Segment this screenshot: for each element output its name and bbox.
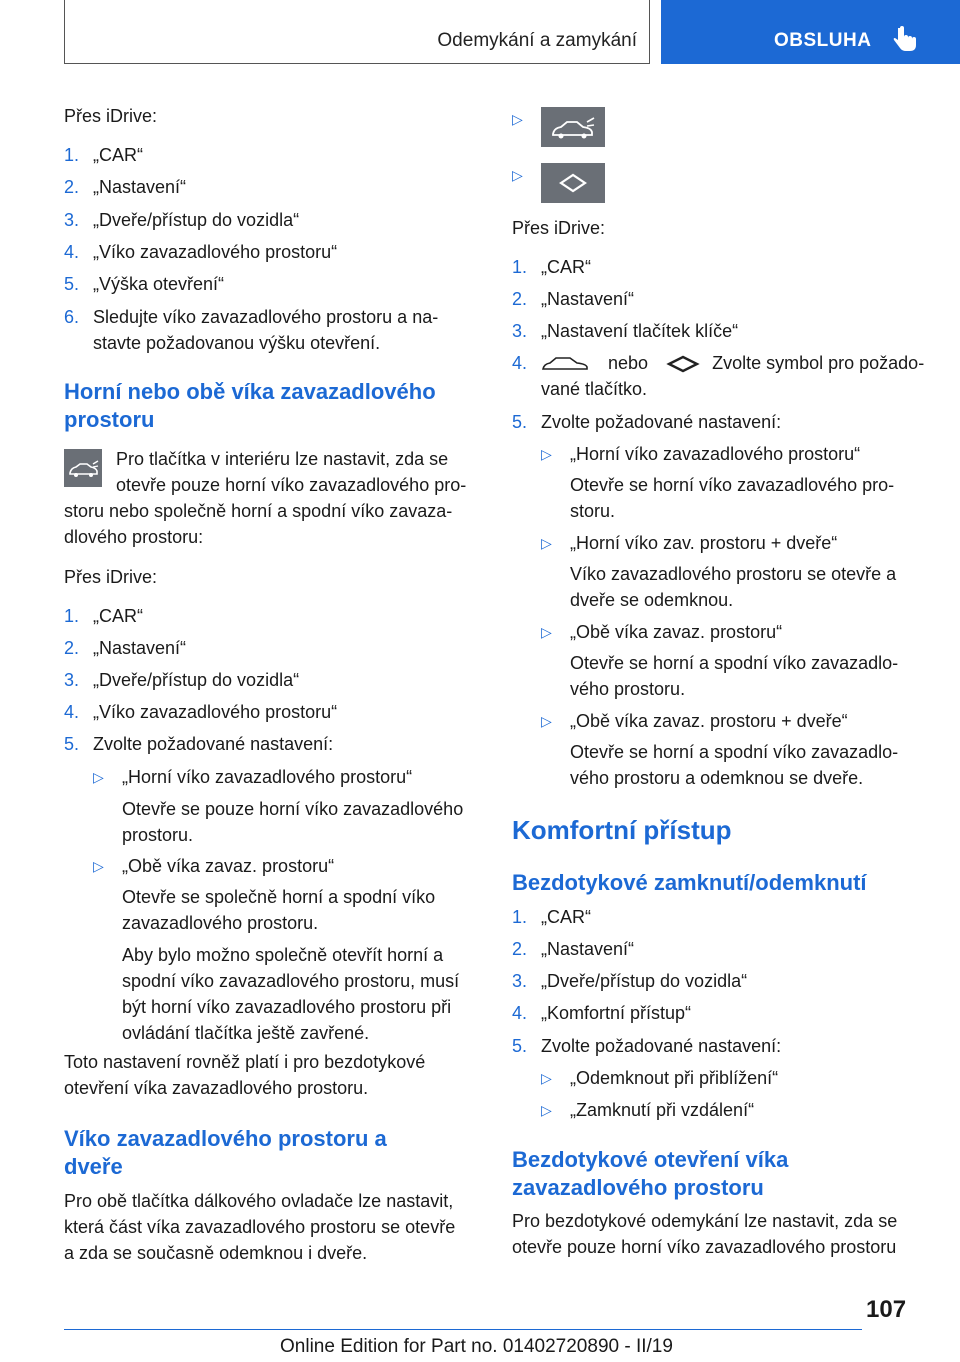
sub-desc: storu. — [570, 501, 616, 521]
sub-desc: Aby bylo možno společně otevřít horní a — [122, 945, 444, 965]
list-text: „Víko zavazadlového prostoru“ — [93, 702, 338, 722]
list-number: 1. — [512, 257, 528, 277]
intro-text: Přes iDrive: — [64, 567, 158, 587]
list-text: Zvolte požadované nastavení: — [541, 1036, 782, 1056]
triangle-bullet-icon: ▷ — [93, 769, 104, 785]
sub-option-title: „Horní víko zav. prostoru + dveře“ — [570, 533, 838, 553]
list-text: „CAR“ — [93, 145, 143, 165]
list-text: „Nastavení“ — [93, 177, 187, 197]
chapter-tab — [661, 0, 960, 64]
list-text-cont: stavte požadovanou výšku otevření. — [93, 333, 381, 353]
triangle-bullet-icon: ▷ — [541, 446, 552, 462]
para-line: otevře pouze horní víko zavazadlového prostoru — [512, 1237, 897, 1257]
list-text-cont: vané tlačítko. — [541, 379, 648, 399]
list-text: Zvolte požadované nastavení: — [541, 412, 782, 432]
sub-desc: Otevře se společně horní a spodní víko — [122, 887, 436, 907]
diamond-outline-icon — [663, 354, 703, 374]
sub-desc: Otevře se pouze horní víko zavazadlového — [122, 799, 464, 819]
list-text: „Komfortní přístup“ — [541, 1003, 692, 1023]
list-text: „Dveře/přístup do vozidla“ — [93, 210, 300, 230]
sub-option-title: „Zamknutí při vzdálení“ — [570, 1100, 755, 1120]
list-text: Sledujte víko zavazadlového prostoru a na- — [93, 307, 439, 327]
sub-desc: prostoru. — [122, 825, 194, 845]
sub-desc: zavazadlového prostoru. — [122, 913, 319, 933]
list-number: 4. — [64, 242, 80, 262]
para-line: Pro bezdotykové odemykání lze nastavit, zda se — [512, 1211, 898, 1231]
sub-option-title: „Obě víka zavaz. prostoru“ — [570, 622, 783, 642]
list-text: „Nastavení“ — [541, 289, 635, 309]
car-outline-icon — [541, 354, 589, 374]
list-text: „Nastavení“ — [93, 638, 187, 658]
list-number: 6. — [64, 307, 80, 327]
list-text: „CAR“ — [541, 257, 591, 277]
list-number: 1. — [64, 145, 80, 165]
para-line: Toto nastavení rovněž platí i pro bezdotykové — [64, 1052, 426, 1072]
list-text: „CAR“ — [541, 907, 591, 927]
list-text: „Nastavení“ — [541, 939, 635, 959]
list-number: 3. — [64, 210, 80, 230]
para-line: Pro obě tlačítka dálkového ovladače lze nastavit, — [64, 1191, 454, 1211]
diamond-symbol-icon — [541, 163, 605, 203]
trunk-symbol-icon — [541, 107, 605, 147]
list-number: 5. — [512, 412, 528, 432]
list-text: „CAR“ — [93, 606, 143, 626]
triangle-bullet-icon: ▷ — [541, 624, 552, 640]
sub-desc: dveře se odemknou. — [570, 590, 734, 610]
sub-option-title: „Horní víko zavazadlového prostoru“ — [122, 767, 413, 787]
header-section-box — [64, 0, 650, 64]
list-text: „Výška otevření“ — [93, 274, 225, 294]
sub-option-title: „Horní víko zavazadlového prostoru“ — [570, 444, 861, 464]
list-text: „Dveře/přístup do vozidla“ — [541, 971, 748, 991]
para-line: která část víka zavazadlového prostoru se otevře — [64, 1217, 456, 1237]
list-number: 5. — [64, 734, 80, 754]
sub-desc: Otevře se horní a spodní víko zavazadlo- — [570, 742, 899, 762]
sub-option-title: „Odemknout při přiblížení“ — [570, 1068, 779, 1088]
intro-text: Přes iDrive: — [512, 218, 606, 238]
pointing-hand-icon — [893, 26, 919, 54]
list-number: 4. — [512, 353, 528, 373]
para-line: Pro tlačítka v interiéru lze nastavit, zda se — [116, 449, 449, 469]
para-line: otevře pouze horní víko zavazadlového pro- — [116, 475, 467, 495]
triangle-bullet-icon: ▷ — [541, 1070, 552, 1086]
list-number: 2. — [512, 289, 528, 309]
chapter-tab-label: OBSLUHA — [774, 30, 872, 51]
sub-desc: vého prostoru a odemknou se dveře. — [570, 768, 864, 788]
list-number: 3. — [512, 971, 528, 991]
sub-desc: Otevře se horní víko zavazadlového pro- — [570, 475, 895, 495]
list-text: „Víko zavazadlového prostoru“ — [93, 242, 338, 262]
list-number: 3. — [64, 670, 80, 690]
sub-desc: ovládání tlačítka ještě zavřené. — [122, 1023, 370, 1043]
para-line: dlového prostoru: — [64, 527, 204, 547]
sub-desc: Otevře se horní a spodní víko zavazadlo- — [570, 653, 899, 673]
list-text — [541, 350, 924, 376]
intro-text: Přes iDrive: — [64, 106, 158, 126]
para-line: storu nebo společně horní a spodní víko zavaza- — [64, 501, 453, 521]
list-number: 5. — [512, 1036, 528, 1056]
sub-heading: Bezdotykové otevření víka zavazadlového prostoru — [512, 1147, 789, 1200]
list-number: 2. — [64, 177, 80, 197]
nebo-text: nebo — [608, 353, 649, 373]
sub-desc: být horní víko zavazadlového prostoru při — [122, 997, 452, 1017]
section-title: Odemykání a zamykání — [437, 30, 637, 51]
list-item — [512, 350, 925, 402]
para-line: a zda se současně odemknou i dveře. — [64, 1243, 368, 1263]
list-text: „Dveře/přístup do vozidla“ — [93, 670, 300, 690]
list-number: 4. — [512, 1003, 528, 1023]
list-number: 2. — [512, 939, 528, 959]
main-heading: Komfortní přístup — [512, 815, 732, 845]
sub-option-title: „Obě víka zavaz. prostoru + dveře“ — [570, 711, 848, 731]
sub-desc: spodní víko zavazadlového prostoru, musí — [122, 971, 460, 991]
section-heading: Horní nebo obě víka zavazadlového prostoru — [64, 379, 436, 432]
list-number: 3. — [512, 321, 528, 341]
list-number: 4. — [64, 702, 80, 722]
sub-heading: Bezdotykové zamknutí/odemknutí — [512, 870, 867, 895]
sub-desc: Víko zavazadlového prostoru se otevře a — [570, 564, 897, 584]
list-text: „Nastavení tlačítek klíče“ — [541, 321, 739, 341]
list-item — [64, 304, 479, 356]
list-number: 1. — [512, 907, 528, 927]
list-text: Zvolte požadované nastavení: — [93, 734, 334, 754]
trunk-button-icon — [64, 449, 102, 487]
list-number: 5. — [64, 274, 80, 294]
sub-option-title: „Obě víka zavaz. prostoru“ — [122, 856, 335, 876]
triangle-bullet-icon: ▷ — [541, 1102, 552, 1118]
list-number: 2. — [64, 638, 80, 658]
list-text-main: Zvolte symbol pro požado- — [712, 353, 925, 373]
triangle-bullet-icon: ▷ — [541, 535, 552, 551]
triangle-bullet-icon: ▷ — [541, 713, 552, 729]
sub-desc: vého prostoru. — [570, 679, 686, 699]
triangle-bullet-icon: ▷ — [93, 858, 104, 874]
list-number: 1. — [64, 606, 80, 626]
para-line: otevření víka zavazadlového prostoru. — [64, 1078, 369, 1098]
footer-edition: Online Edition for Part no. 01402720890 - II/19 — [280, 1336, 673, 1357]
page-number: 107 — [866, 1296, 907, 1323]
footer-divider — [64, 1329, 862, 1330]
section-heading: Víko zavazadlového prostoru a dveře — [64, 1126, 387, 1179]
